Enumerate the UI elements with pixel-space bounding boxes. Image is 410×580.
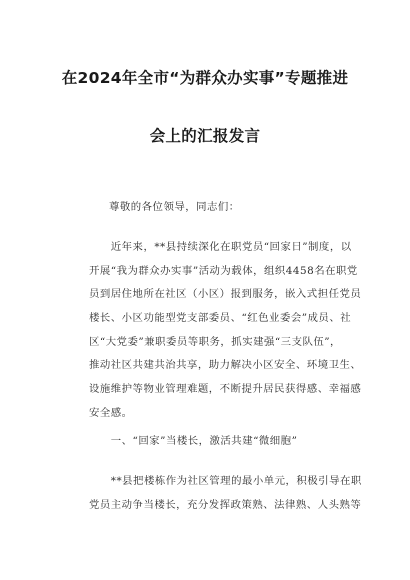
paragraph-2 [89,470,362,517]
paragraph-1 [89,236,362,426]
salutation: 尊敬的各位领导，同志们： [109,201,240,213]
paragraph-line: 员到居住地所在社区（小区）报到服务，嵌入式担任党员 [89,288,362,301]
paragraph-line: 近年来，**县持续深化在职党员“回家日”制度，以 [89,241,352,253]
paragraph-line: 推动社区共建共治共享，助力解决小区安全、环境卫生、 [89,359,362,372]
paragraph-line: 设施维护等物业管理难题，不断提升居民获得感、幸福感 [89,383,362,396]
paragraph-line: 楼长、小区功能型党支部委员、“红色业委会”成员、社 [89,312,352,325]
section-heading-1: 一、“回家”当楼长，激活共建“微细胞” [89,435,298,447]
paragraph-line: 开展“我为群众办实事”活动为载体，组织4458名在职党 [89,264,358,277]
document-title-line-1: 在2024年全市“为群众办实事”专题推进 [61,69,349,87]
paragraph-line: **县把楼栋作为社区管理的最小单元，积极引导在职 [89,475,362,487]
paragraph-line: 党员主动争当楼长，充分发挥政策熟、法律熟、人头熟等 [89,498,362,511]
document-title-line-2: 会上的汇报发言 [149,127,261,145]
paragraph-line: 安全感。 [89,406,133,419]
paragraph-line: 区“大党委”兼职委员等职务，抓实建强“三支队伍”， [89,335,341,348]
